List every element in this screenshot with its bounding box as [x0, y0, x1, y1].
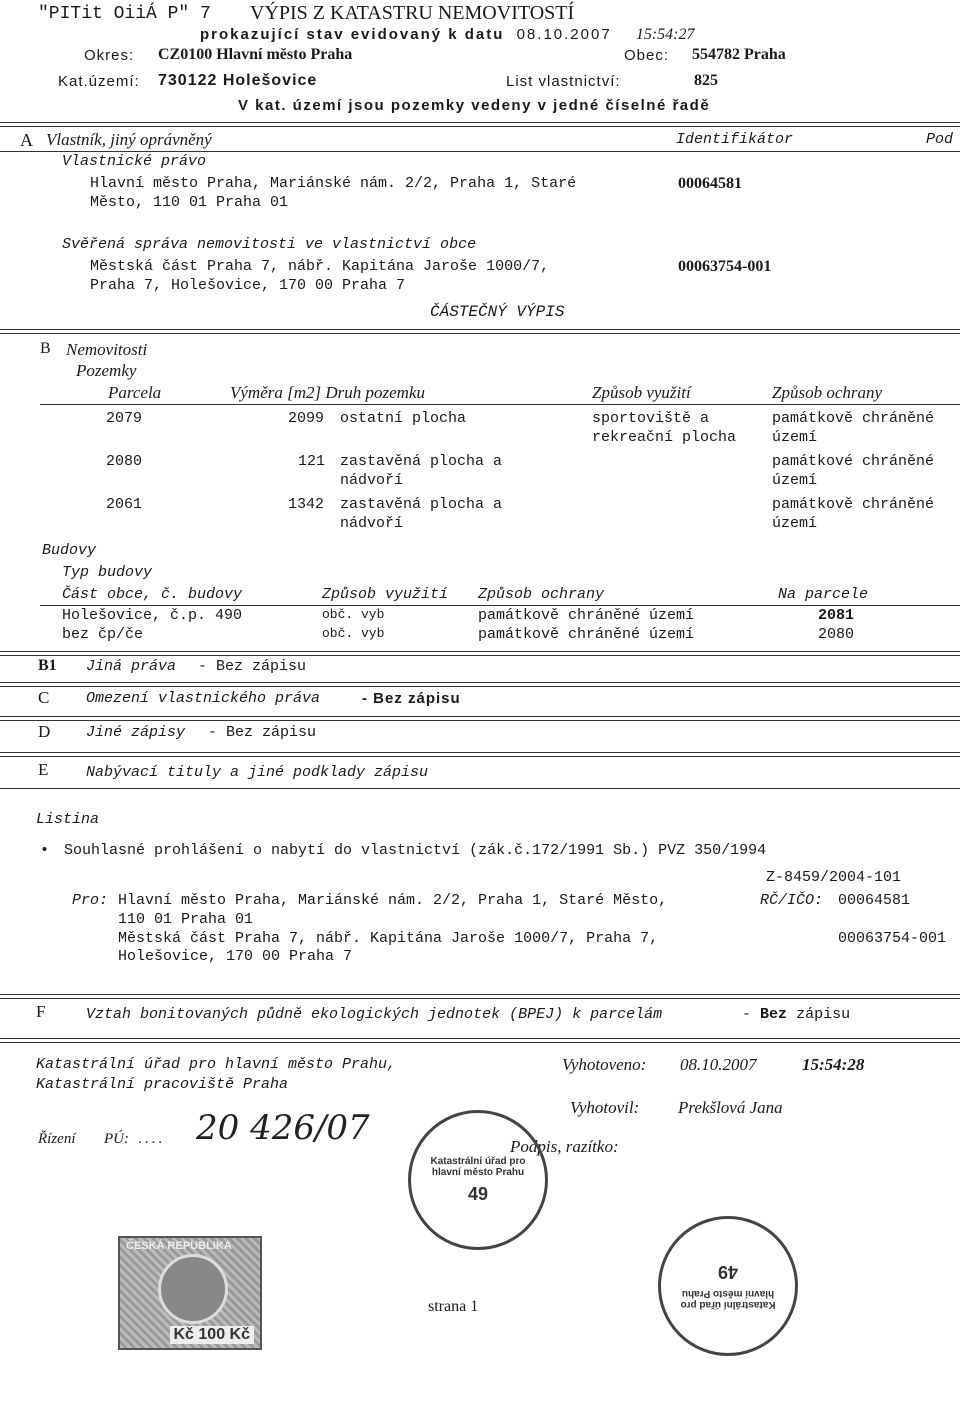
partial-extract: ČÁSTEČNÝ VÝPIS	[430, 303, 565, 321]
pro-line-1: Hlavní město Praha, Mariánské nám. 2/2, Praha 1, Staré Město,	[118, 892, 668, 909]
created-time: 15:54:28	[802, 1055, 865, 1074]
pro-line-2: 110 01 Praha 01	[118, 911, 254, 928]
section-f-value-bold: Bez	[760, 1006, 788, 1023]
parcel-use: sportoviště a	[592, 410, 710, 427]
handwritten-reference: 20 426/07	[196, 1108, 370, 1148]
parcel-protection: památkově chráněné	[772, 410, 935, 427]
section-d-title: Jiné zápisy	[86, 724, 186, 741]
section-d-value: - Bez zápisu	[208, 724, 317, 741]
section-e-letter: E	[38, 760, 49, 779]
admin-line-2: Praha 7, Holešovice, 170 00 Praha 7	[90, 277, 406, 294]
series-note: V kat. území jsou pozemky vedeny v jedné číselné řadě	[238, 97, 711, 114]
office-stamp	[408, 1110, 548, 1250]
created-date: 08.10.2007	[680, 1055, 757, 1074]
podpis-label: Podpis, razítko:	[510, 1137, 619, 1156]
section-e-title: Nabývací tituly a jiné podklady zápisu	[86, 764, 429, 781]
section-c-title: Omezení vlastnického práva	[86, 690, 321, 707]
admin-id: 00063754-001	[678, 258, 772, 275]
rc-value-1: 00064581	[838, 892, 911, 909]
building-protection: památkově chráněné území	[478, 626, 695, 643]
parcel-kind-cont: nádvoří	[340, 472, 404, 489]
pro-label: Pro:	[72, 892, 109, 909]
parcel-kind: ostatní plocha	[340, 410, 467, 427]
section-a-title: Vlastník, jiný oprávněný	[46, 130, 212, 149]
parcel-use-cont: rekreační plocha	[592, 429, 737, 446]
building-part: bez čp/če	[62, 626, 144, 643]
section-c-letter: C	[38, 688, 50, 707]
divider-b	[0, 329, 960, 334]
stamp-text: Katastrální úřad pro hlavní město Prahu	[430, 1155, 526, 1178]
rc-label: RČ/IČO:	[760, 892, 824, 909]
subtitle-prefix: prokazující stav evidovaný k datu	[200, 26, 505, 43]
section-b1-title: Jiná práva	[86, 658, 177, 675]
listina-label: Listina	[36, 811, 100, 828]
parcel-number: 2061	[106, 496, 143, 513]
pu-dots: ....	[138, 1131, 165, 1147]
land-label: Pozemky	[76, 361, 137, 380]
bcol-parcela: Na parcele	[778, 586, 869, 603]
building-parcel: 2081	[818, 607, 855, 624]
parcel-protection: památkové chráněné	[772, 453, 935, 470]
section-f-letter: F	[36, 1002, 46, 1021]
parcel-kind: zastavěná plocha a	[340, 453, 503, 470]
extract-date: 08.10.2007	[516, 26, 612, 43]
building-part: Holešovice, č.p. 490	[62, 607, 243, 624]
stamp-number: 49	[467, 1183, 489, 1204]
divider-c	[0, 682, 960, 687]
admin-label: Svěřená správa nemovitosti ve vlastnictví obce	[62, 236, 477, 253]
pro-line-4: Holešovice, 170 00 Praha 7	[118, 948, 353, 965]
rizeni-label: Řízení	[38, 1131, 76, 1147]
ownership-right-label: Vlastnické právo	[62, 153, 207, 170]
section-f-value-rest: zápisu	[796, 1006, 851, 1023]
bcol-vyuziti: Způsob využití	[322, 586, 449, 603]
katuzemi-label: Kat.území:	[58, 73, 140, 90]
list-value: 825	[694, 72, 718, 89]
owner-line-1: Hlavní město Praha, Mariánské nám. 2/2, Praha 1, Staré	[90, 175, 577, 192]
document-reference: Z-8459/2004-101	[766, 869, 902, 886]
parcel-protection: památkově chráněné	[772, 496, 935, 513]
building-protection: památkově chráněné území	[478, 607, 695, 624]
divider-footer	[0, 1038, 960, 1043]
subtitle	[200, 26, 695, 44]
parcel-area: 2099	[288, 410, 325, 427]
obec-label: Obec:	[624, 47, 670, 64]
okres-value: CZ0100 Hlavní město Praha	[158, 46, 353, 63]
divider-f	[0, 994, 960, 999]
divider-buildings-header	[40, 605, 960, 606]
revenue-stamp-value: Kč 100 Kč	[170, 1326, 255, 1344]
divider-e-header	[0, 788, 960, 789]
page-title: VÝPIS Z KATASTRU NEMOVITOSTÍ	[250, 2, 575, 24]
section-b-title: Nemovitosti	[66, 340, 148, 359]
buildings-label: Budovy	[42, 542, 97, 559]
pu-label: PÚ:	[104, 1131, 129, 1147]
section-f-dash: -	[742, 1006, 752, 1023]
parcel-protection-cont: území	[772, 515, 818, 532]
document-text: Souhlasné prohlášení o nabytí do vlastnictví (zák.č.172/1991 Sb.) PVZ 350/1994	[64, 842, 767, 859]
divider-b1	[0, 651, 960, 656]
owner-line-2: Město, 110 01 Praha 01	[90, 194, 289, 211]
stamp-text: Katastrální úřad pro hlavní město Prahu	[680, 1288, 776, 1311]
office-line-2: Katastrální pracoviště Praha	[36, 1076, 289, 1093]
divider-parcels-header	[40, 404, 960, 405]
building-type-label: Typ budovy	[62, 564, 153, 581]
parcel-area: 121	[298, 453, 326, 470]
revenue-stamp-country: ČESKÁ REPUBLIKA	[126, 1240, 232, 1252]
section-c-value: - Bez zápisu	[362, 690, 461, 707]
parcel-area: 1342	[288, 496, 325, 513]
extract-time: 15:54:27	[635, 26, 695, 43]
parcel-protection-cont: území	[772, 429, 818, 446]
col-vyuziti: Způsob využití	[592, 383, 691, 402]
section-d-letter: D	[38, 722, 51, 741]
identifier-label: Identifikátor	[676, 131, 794, 148]
revenue-stamp	[118, 1236, 262, 1350]
parcel-number: 2079	[106, 410, 143, 427]
page-number: strana 1	[428, 1298, 479, 1315]
divider-d	[0, 716, 960, 721]
section-b1-letter: B1	[38, 657, 57, 674]
section-a-letter: A	[20, 130, 33, 150]
col-ochrana: Způsob ochrany	[772, 383, 883, 402]
parcel-protection-cont: území	[772, 472, 818, 489]
okres-label: Okres:	[84, 47, 135, 64]
col-parcela: Parcela	[108, 383, 162, 402]
katuzemi-value: 730122 Holešovice	[158, 72, 318, 89]
parcel-kind-cont: nádvoří	[340, 515, 404, 532]
by-label: Vyhotovil:	[570, 1098, 640, 1117]
owner-id: 00064581	[678, 175, 742, 192]
corner-text: "PITit OiiÁ P" 7	[38, 4, 211, 24]
list-label: List vlastnictví:	[506, 73, 621, 90]
divider-e	[0, 752, 960, 757]
bcol-ochrana: Způsob ochrany	[478, 586, 605, 603]
obec-value: 554782 Praha	[692, 46, 786, 63]
divider-a-header	[0, 151, 960, 152]
building-use: obč. vyb	[322, 607, 385, 622]
divider-a	[0, 122, 960, 127]
bullet: •	[40, 842, 50, 859]
parcel-kind: zastavěná plocha a	[340, 496, 503, 513]
pro-line-3: Městská část Praha 7, nábř. Kapitána Jaroše 1000/7, Praha 7,	[118, 930, 659, 947]
admin-line-1: Městská část Praha 7, nábř. Kapitána Jaroše 1000/7,	[90, 258, 550, 275]
section-f-title: Vztah bonitovaných půdně ekologických jednotek (BPEJ) k parcelám	[86, 1006, 663, 1023]
created-label: Vyhotoveno:	[562, 1055, 647, 1074]
building-parcel: 2080	[818, 626, 855, 643]
rc-value-2: 00063754-001	[838, 930, 947, 947]
by-value: Prekšlová Jana	[678, 1098, 783, 1117]
parcel-number: 2080	[106, 453, 143, 470]
pod-label: Pod	[926, 131, 954, 148]
bcol-cast: Část obce, č. budovy	[62, 586, 243, 603]
office-stamp	[658, 1216, 798, 1356]
stamp-number: 49	[717, 1262, 739, 1283]
office-line-1: Katastrální úřad pro hlavní město Prahu,	[36, 1056, 397, 1073]
section-f-value	[742, 1006, 850, 1023]
coat-of-arms-icon	[158, 1254, 228, 1324]
section-b-letter: B	[40, 340, 51, 357]
col-vymera: Výměra [m2] Druh pozemku	[230, 383, 426, 402]
building-use: obč. vyb	[322, 626, 385, 641]
section-b1-value: - Bez zápisu	[198, 658, 307, 675]
